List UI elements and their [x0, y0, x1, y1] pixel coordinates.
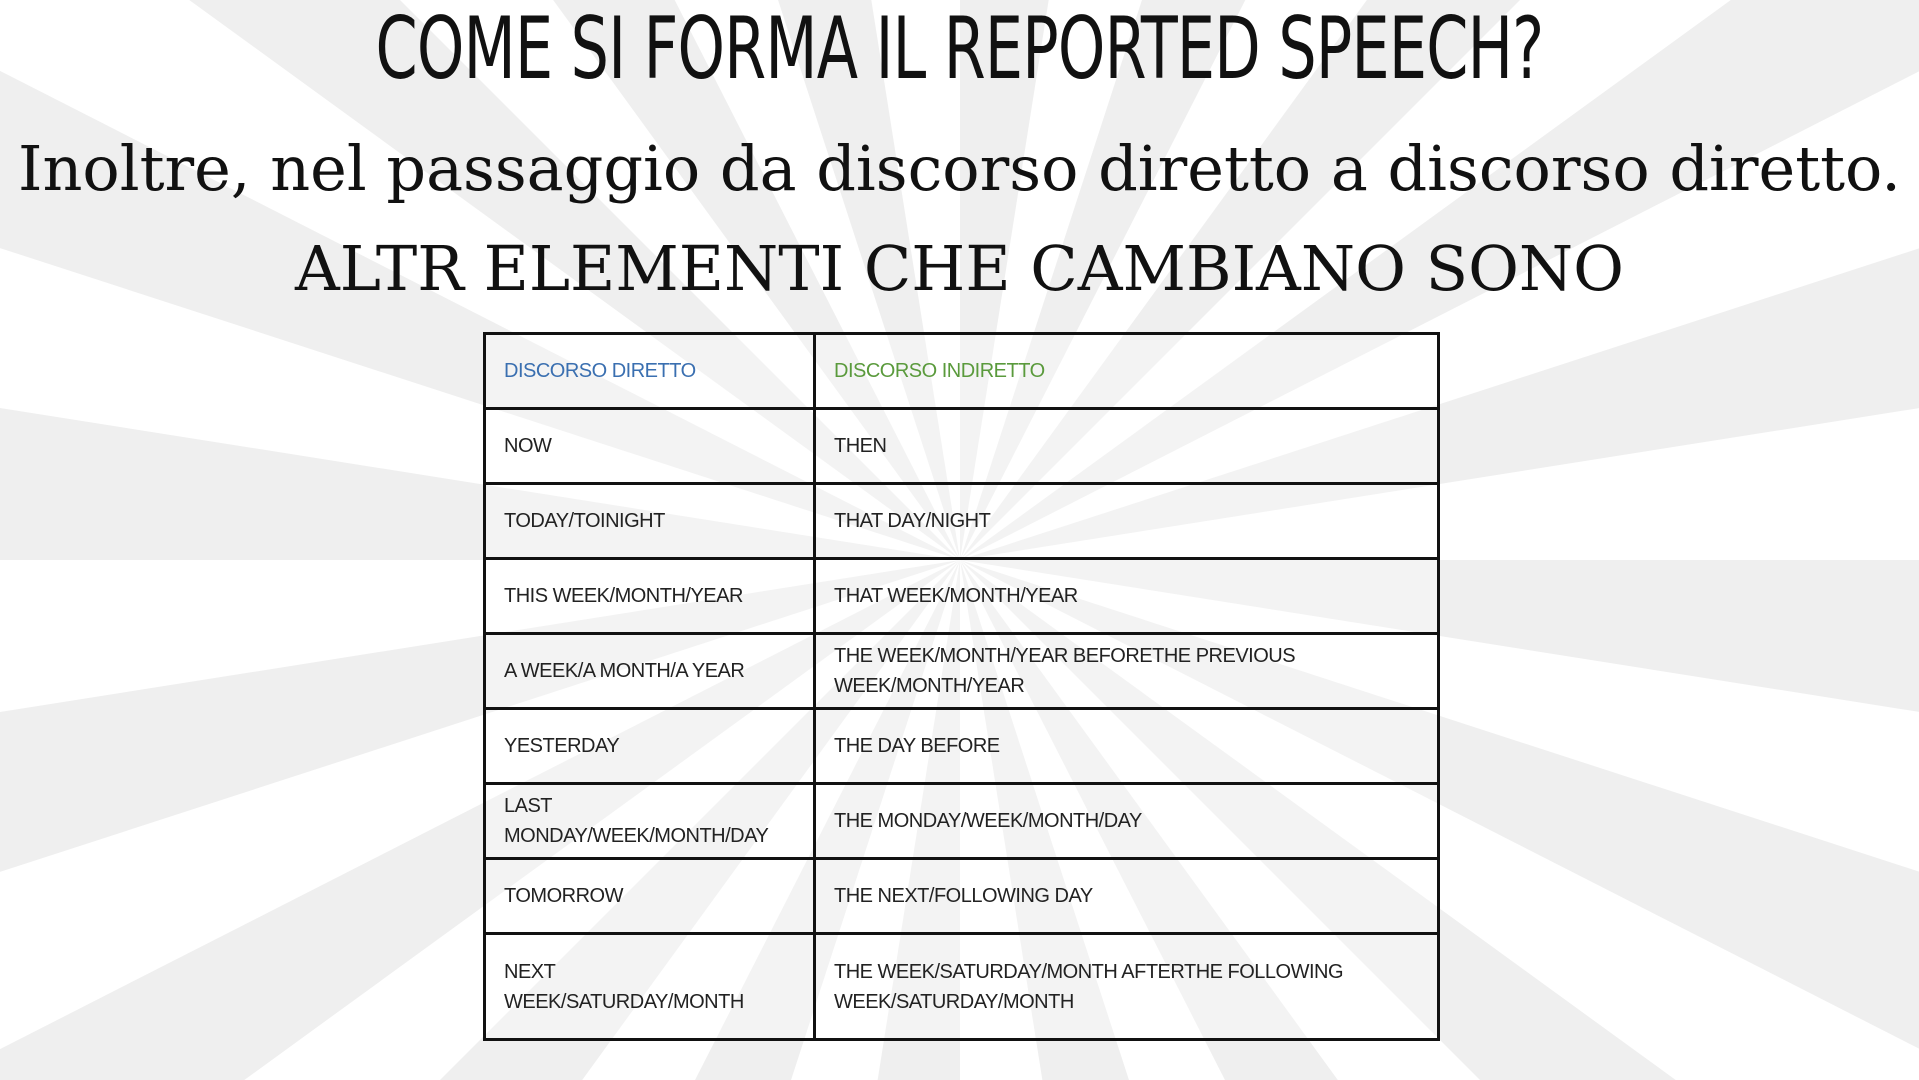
comparison-table-container — [483, 332, 1437, 1040]
cell-indirect: THE NEXT/FOLLOWING DAY — [815, 859, 1439, 934]
table-row — [485, 859, 1439, 934]
cell-indirect: THE DAY BEFORE — [815, 709, 1439, 784]
table-row — [485, 634, 1439, 709]
page-subtitle: Inoltre, nel passaggio da discorso diretto a discorso diretto. — [17, 132, 1901, 205]
cell-indirect: THE WEEK/SATURDAY/MONTH AFTERTHE FOLLOWING WEEK/SATURDAY/MONTH — [815, 934, 1439, 1040]
section-heading: ALTR ELEMENTI CHE CAMBIANO SONO — [294, 232, 1625, 305]
table-row — [485, 784, 1439, 859]
cell-indirect: THEN — [815, 409, 1439, 484]
cell-direct: TODAY/TOINIGHT — [485, 484, 815, 559]
table-header-row — [485, 334, 1439, 409]
cell-direct: YESTERDAY — [485, 709, 815, 784]
table-row — [485, 934, 1439, 1040]
table-row — [485, 484, 1439, 559]
cell-direct: THIS WEEK/MONTH/YEAR — [485, 559, 815, 634]
table-row — [485, 709, 1439, 784]
header-direct-speech: DISCORSO DIRETTO — [485, 334, 815, 409]
page-title: COME SI FORMA IL REPORTED SPEECH? — [375, 0, 1544, 99]
comparison-table — [483, 332, 1440, 1041]
header-indirect-speech: DISCORSO INDIRETTO — [815, 334, 1439, 409]
cell-indirect: THAT DAY/NIGHT — [815, 484, 1439, 559]
table-row — [485, 559, 1439, 634]
cell-indirect: THE WEEK/MONTH/YEAR BEFORETHE PREVIOUS WEEK/MONTH/YEAR — [815, 634, 1439, 709]
cell-direct: A WEEK/A MONTH/A YEAR — [485, 634, 815, 709]
cell-indirect: THAT WEEK/MONTH/YEAR — [815, 559, 1439, 634]
cell-direct: LAST MONDAY/WEEK/MONTH/DAY — [485, 784, 815, 859]
cell-direct: NOW — [485, 409, 815, 484]
cell-direct: TOMORROW — [485, 859, 815, 934]
cell-direct: NEXT WEEK/SATURDAY/MONTH — [485, 934, 815, 1040]
table-row — [485, 409, 1439, 484]
cell-indirect: THE MONDAY/WEEK/MONTH/DAY — [815, 784, 1439, 859]
